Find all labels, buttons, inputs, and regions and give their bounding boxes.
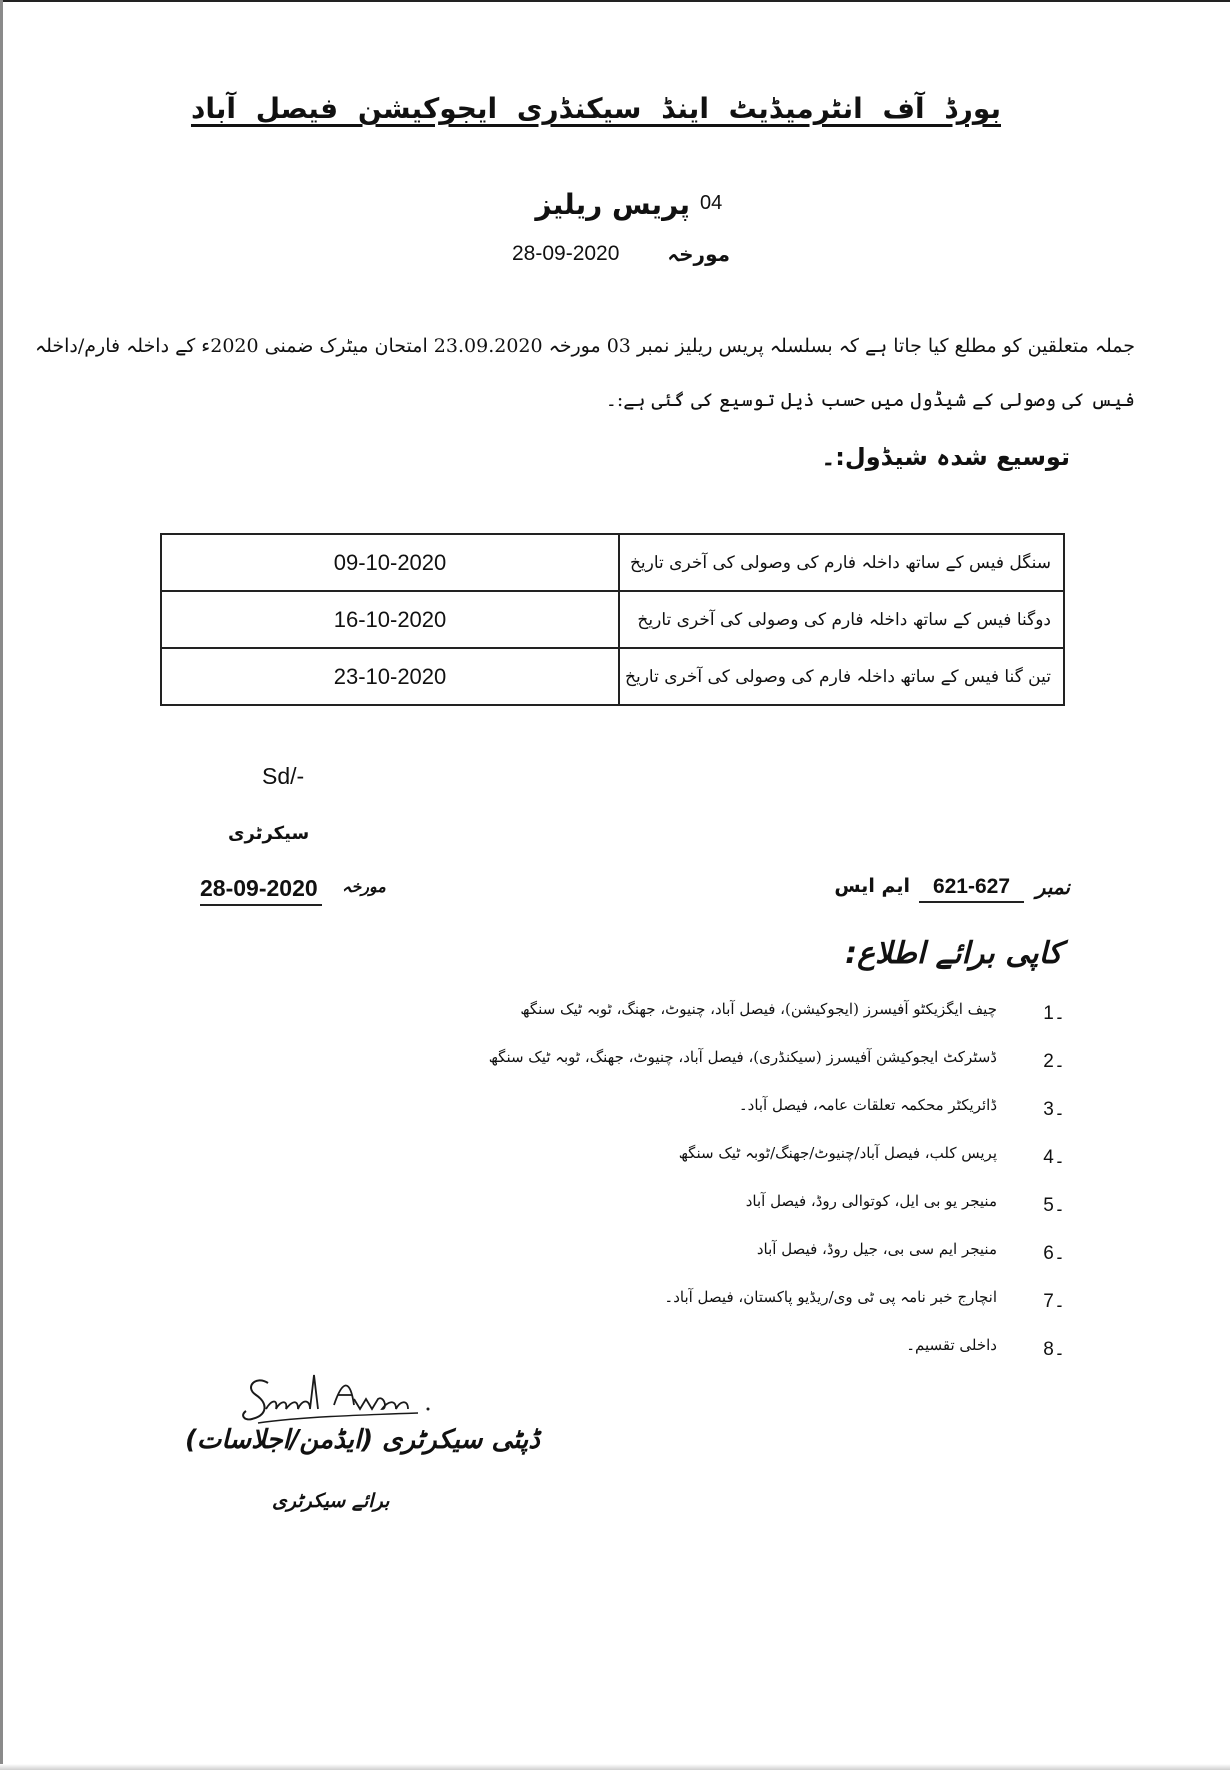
list-item-number: 1۔ <box>1043 1003 1065 1024</box>
letter-number-label: نمبر <box>1035 875 1070 899</box>
letter-date-value: 28-09-2020 <box>200 875 322 906</box>
table-row <box>161 648 1064 705</box>
list-item-text: پریس کلب، فیصل آباد/چنیوٹ/جھنگ/ٹوبہ ٹیک سنگھ <box>678 1144 997 1162</box>
handwritten-signature <box>238 1365 438 1425</box>
schedule-heading: توسیع شدہ شیڈول:۔ <box>821 443 1070 471</box>
release-date-label: مورخہ <box>667 242 730 266</box>
letter-date <box>200 875 400 909</box>
list-item-text: ڈسٹرکٹ ایجوکیشن آفیسرز (سیکنڈری)، فیصل آباد، چنیوٹ، جھنگ، ٹوبہ ٹیک سنگھ <box>488 1048 997 1066</box>
list-item-text: چیف ایگزیکٹو آفیسرز (ایجوکیشن)، فیصل آباد، چنیوٹ، جھنگ، ٹوبہ ٹیک سنگھ <box>520 1000 997 1018</box>
table-row <box>161 591 1064 648</box>
schedule-description: سنگل فیس کے ساتھ داخلہ فارم کی وصولی کی آخری تاریخ <box>619 534 1064 591</box>
letter-date-label: مورخہ <box>342 877 386 896</box>
list-item-text: ڈائریکٹر محکمہ تعلقات عامہ، فیصل آباد۔ <box>738 1096 997 1114</box>
list-item <box>365 1096 1065 1126</box>
schedule-date: 09-10-2020 <box>161 534 619 591</box>
board-title: بورڈ آف انٹرمیڈیٹ اینڈ سیکنڈری ایجوکیشن فیصل آباد <box>190 92 1001 125</box>
letter-number-suffix: ایم ایس <box>834 875 910 897</box>
list-item-number: 2۔ <box>1043 1051 1065 1072</box>
secretary-label: سیکرٹری <box>228 823 310 844</box>
list-item-number: 7۔ <box>1043 1291 1065 1312</box>
press-release-number: 04 <box>700 192 723 214</box>
scan-edge-bottom <box>0 1764 1230 1770</box>
list-item-number: 5۔ <box>1043 1195 1065 1216</box>
scan-edge-left <box>0 0 3 1770</box>
schedule-description: تین گنا فیس کے ساتھ داخلہ فارم کی وصولی کی آخری تاریخ <box>619 648 1064 705</box>
list-item-number: 4۔ <box>1043 1147 1065 1168</box>
schedule-date: 23-10-2020 <box>161 648 619 705</box>
list-item-text: منیجر ایم سی بی، جیل روڈ، فیصل آباد <box>756 1240 997 1258</box>
list-item <box>365 1048 1065 1078</box>
release-date <box>500 242 730 272</box>
press-release-heading <box>500 188 740 228</box>
signatory-for: برائے سیکرٹری <box>272 1490 390 1512</box>
list-item-text: داخلی تقسیم۔ <box>906 1336 997 1354</box>
sd-mark: Sd/- <box>262 763 305 789</box>
list-item-text: منیجر یو بی ایل، کوتوالی روڈ، فیصل آباد <box>745 1192 997 1210</box>
schedule-description: دوگنا فیس کے ساتھ داخلہ فارم کی وصولی کی آخری تاریخ <box>619 591 1064 648</box>
copy-for-information-heading: کاپی برائے اطلاع: <box>845 936 1062 971</box>
schedule-date: 16-10-2020 <box>161 591 619 648</box>
list-item <box>365 1000 1065 1030</box>
notice-paragraph-line-2: فیس کی وصولی کے شیڈول میں حسب ذیل توسیع کی گئی ہے:۔ <box>605 389 1135 411</box>
letter-number-value: 621-627 <box>919 875 1024 903</box>
list-item <box>365 1144 1065 1174</box>
schedule-table <box>160 533 1065 706</box>
table-row <box>161 534 1064 591</box>
notice-paragraph-line-1: جملہ متعلقین کو مطلع کیا جاتا ہے کہ بسلسلہ پریس ریلیز نمبر 03 مورخہ 23.09.2020 امتحان میٹرک ضمنی 2020ء کے داخلہ فارم/داخلہ <box>34 335 1135 357</box>
scan-edge-top <box>0 0 1230 2</box>
press-release-label: پریس ریلیز <box>535 188 690 221</box>
list-item <box>365 1240 1065 1270</box>
list-item-number: 6۔ <box>1043 1243 1065 1264</box>
list-item-text: انچارج خبر نامہ پی ٹی وی/ریڈیو پاکستان، فیصل آباد۔ <box>664 1288 997 1306</box>
release-date-value: 28-09-2020 <box>512 242 620 265</box>
list-item <box>365 1336 1065 1366</box>
list-item <box>365 1288 1065 1318</box>
list-item <box>365 1192 1065 1222</box>
letter-number <box>820 875 1070 909</box>
list-item-number: 3۔ <box>1043 1099 1065 1120</box>
signatory-title: ڈپٹی سیکرٹری (ایڈمن/اجلاسات) <box>185 1425 540 1455</box>
list-item-number: 8۔ <box>1043 1339 1065 1360</box>
